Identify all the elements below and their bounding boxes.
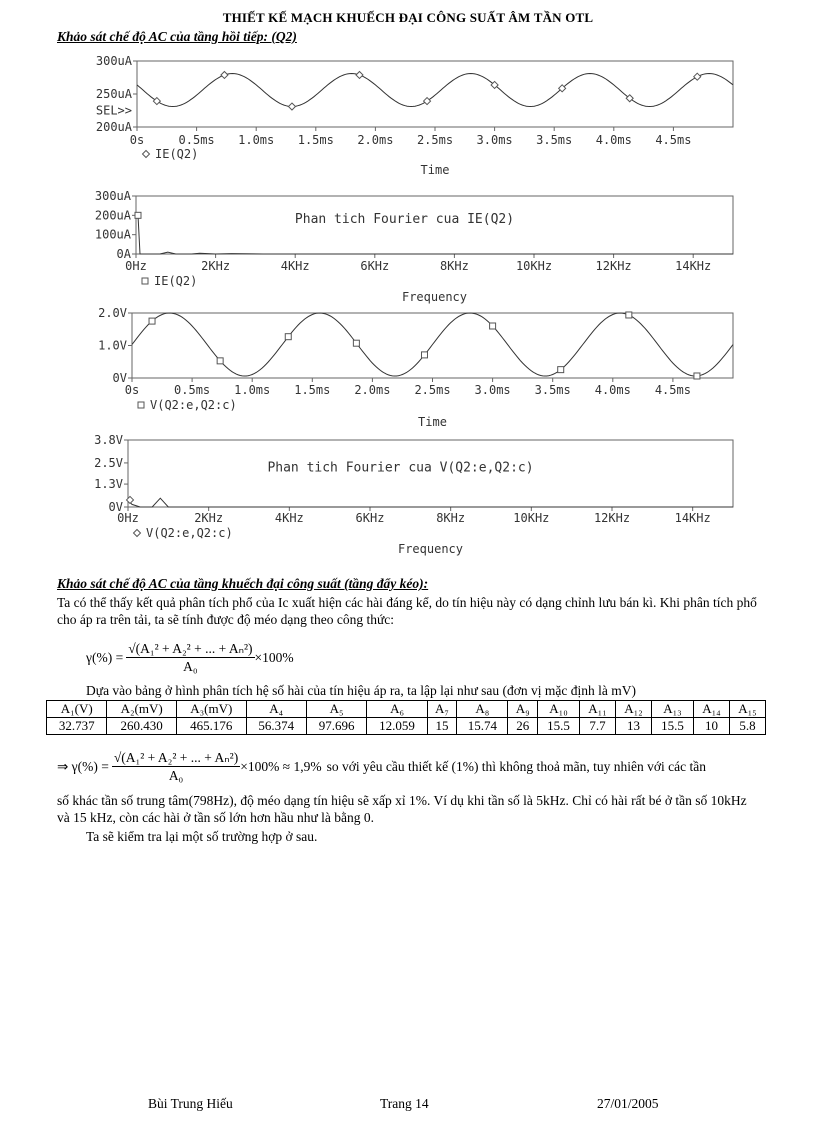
- y-tick-label: 0V: [112, 371, 127, 385]
- x-tick-label: 2KHz: [194, 511, 224, 525]
- explanation-paragraph: số khác tần số trung tâm(798Hz), độ méo dạng tín hiệu sẽ xấp xỉ 1%. Ví dụ khi tần số là 5kHz. Chỉ có hài rất bé ở tần số 10kHz và 15 kHz, còn các hài ở tần số lớn hơn hầu như là bằng 0.: [57, 793, 747, 825]
- table-header-cell: A₄: [246, 701, 306, 718]
- x-tick-label: 4KHz: [280, 259, 310, 273]
- plot-frame: [137, 61, 733, 127]
- table-cell: 465.176: [176, 718, 246, 735]
- table-header-cell: A₈: [457, 701, 508, 718]
- data-marker: [134, 530, 141, 537]
- table-header-cell: A₆: [367, 701, 427, 718]
- data-marker: [142, 278, 148, 284]
- data-marker: [694, 73, 701, 80]
- x-tick-label: 12KHz: [595, 259, 632, 273]
- result-numerator: √(A₁² + A₂² + ... + Aₙ²): [113, 749, 239, 765]
- data-marker: [424, 98, 431, 105]
- chart-4: [94, 433, 733, 556]
- x-tick-label: 0.5ms: [174, 383, 211, 397]
- section-heading-power-stage: Khảo sát chế độ AC của tầng khuếch đại công suất (tầng đẩy kéo):: [57, 576, 429, 591]
- data-marker: [288, 103, 295, 110]
- table-header-cell: A₁₃: [651, 701, 693, 718]
- data-marker: [135, 212, 141, 218]
- x-tick-label: 4.0ms: [594, 383, 631, 397]
- x-tick-label: 1.0ms: [234, 383, 271, 397]
- x-tick-label: 0s: [124, 383, 140, 397]
- data-marker: [217, 358, 223, 364]
- result-text: so với yêu cầu thiết kế (1%) thì không thoả mãn, tuy nhiên với các tần: [326, 758, 707, 774]
- x-tick-label: 3.5ms: [536, 133, 573, 147]
- y-tick-label: 250uA: [95, 87, 132, 101]
- x-tick-label: 12KHz: [593, 511, 631, 525]
- section-heading-feedback: Khảo sát chế độ AC của tầng hồi tiếp: (Q2): [57, 29, 297, 44]
- result-denominator: A₀: [168, 767, 184, 783]
- table-cell: 5.8: [729, 718, 765, 735]
- y-tick-label: 2.5V: [94, 455, 123, 470]
- chart-title: Phan tich Fourier cua IE(Q2): [294, 212, 515, 227]
- table-cell: 15.5: [651, 718, 693, 735]
- table-header-cell: A₁(V): [47, 701, 107, 718]
- x-tick-label: 3.5ms: [534, 383, 571, 397]
- distortion-result: [57, 742, 769, 790]
- table-cell: 12.059: [367, 718, 427, 735]
- y-tick-label: 0V: [108, 500, 123, 514]
- data-marker: [149, 318, 155, 324]
- x-tick-label: 0Hz: [125, 259, 147, 273]
- sel-label: SEL>>: [95, 103, 132, 118]
- table-header-cell: A₅: [306, 701, 366, 718]
- footer-author: Bùi Trung Hiếu: [148, 1096, 233, 1111]
- table-header-cell: A₃(mV): [176, 701, 246, 718]
- table-cell: 13: [616, 718, 652, 735]
- table-cell: 56.374: [246, 718, 306, 735]
- data-marker: [353, 340, 359, 346]
- formula-denominator: A₀: [183, 658, 198, 674]
- table-row: [47, 718, 766, 735]
- table-header-cell: A₁₁: [580, 701, 616, 718]
- table-cell: 15: [427, 718, 457, 735]
- formula-numerator: √(A₁² + A₂² + ... + Aₙ²): [128, 640, 253, 656]
- legend-label: V(Q2:e,Q2:c): [150, 398, 237, 412]
- closing-paragraph: Ta sẽ kiểm tra lại một số trường hợp ở sau.: [86, 829, 318, 844]
- legend-label: IE(Q2): [154, 274, 198, 288]
- series-line: [137, 74, 733, 107]
- data-marker: [153, 98, 160, 105]
- x-tick-label: 10KHz: [515, 259, 553, 273]
- x-tick-label: 14KHz: [674, 511, 711, 525]
- data-marker: [626, 312, 632, 318]
- table-cell: 7.7: [580, 718, 616, 735]
- x-tick-label: 0s: [129, 133, 145, 147]
- result-lhs: ⇒ γ(%) =: [57, 758, 109, 774]
- x-tick-label: 8KHz: [439, 259, 469, 273]
- data-marker: [490, 323, 496, 329]
- table-header-cell: A₉: [508, 701, 538, 718]
- intro-paragraph: Ta có thể thấy kết quả phân tích phổ của Ic xuất hiện các hài đáng kể, do tín hiệu này có dạng chỉnh lưu bán kì. Khi phân tích phổ cho áp ra trên tải, ta sẽ tính được độ méo dạng theo công thức:: [57, 595, 757, 627]
- table-header-cell: A₁₀: [538, 701, 580, 718]
- formula-lhs: γ(%) =: [86, 649, 124, 665]
- x-tick-label: 3.0ms: [476, 133, 513, 147]
- y-tick-label: 200uA: [94, 208, 131, 223]
- footer-date: 27/01/2005: [597, 1096, 659, 1111]
- y-tick-label: 0A: [116, 247, 131, 261]
- data-marker: [221, 71, 228, 78]
- table-cell: 260.430: [107, 718, 177, 735]
- x-tick-label: 4.5ms: [654, 383, 691, 397]
- data-marker: [143, 151, 150, 158]
- x-tick-label: 2KHz: [201, 259, 231, 273]
- x-tick-label: 10KHz: [513, 511, 550, 525]
- x-axis-label: Time: [418, 415, 447, 429]
- x-tick-label: 2.5ms: [416, 133, 454, 147]
- chart-2: [95, 189, 733, 304]
- x-tick-label: 0Hz: [117, 511, 139, 525]
- table-header-cell: A₁₅: [729, 701, 765, 718]
- y-tick-label: 1.3V: [94, 477, 123, 492]
- x-tick-label: 6KHz: [360, 259, 390, 273]
- harmonics-table: [46, 700, 766, 735]
- data-marker: [356, 71, 363, 78]
- x-tick-label: 14KHz: [675, 259, 712, 273]
- table-header-cell: A₁₂: [616, 701, 652, 718]
- x-axis-label: Frequency: [401, 290, 468, 304]
- table-header-cell: A₇: [427, 701, 457, 718]
- table-cell: 15.74: [457, 718, 508, 735]
- y-tick-label: 100uA: [94, 227, 131, 242]
- x-tick-label: 4.5ms: [655, 133, 692, 147]
- x-tick-label: 2.0ms: [357, 133, 394, 147]
- data-marker: [694, 373, 700, 379]
- distortion-formula: [86, 636, 294, 678]
- data-marker: [421, 352, 427, 358]
- legend-label: V(Q2:e,Q2:c): [146, 526, 233, 540]
- x-tick-label: 2.0ms: [354, 383, 391, 397]
- footer-page: Trang 14: [380, 1096, 429, 1111]
- y-tick-label: 2.0V: [98, 306, 127, 320]
- table-header-row: [47, 701, 766, 718]
- legend-label: IE(Q2): [155, 147, 199, 161]
- table-cell: 15.5: [538, 718, 580, 735]
- chart-title: Phan tich Fourier cua V(Q2:e,Q2:c): [267, 460, 534, 476]
- y-tick-label: 3.8V: [94, 433, 123, 447]
- table-intro: Dựa vào bảng ở hình phân tích hệ số hài của tín hiệu áp ra, ta lập lại như sau (đơn vị mặc định là mV): [86, 683, 637, 698]
- data-marker: [558, 367, 564, 373]
- x-tick-label: 8KHz: [436, 511, 466, 525]
- x-tick-label: 6KHz: [355, 511, 385, 525]
- x-tick-label: 3.0ms: [474, 383, 511, 397]
- formula-rhs: ×100%: [254, 649, 294, 665]
- y-tick-label: 300uA: [94, 189, 131, 203]
- data-marker: [285, 334, 291, 340]
- x-tick-label: 2.5ms: [414, 383, 451, 397]
- plot-frame: [132, 313, 733, 378]
- result-rhs: ×100% ≈ 1,9%: [240, 758, 322, 774]
- x-tick-label: 1.5ms: [297, 133, 334, 147]
- series-line: [128, 498, 733, 507]
- page-title: THIẾT KẾ MẠCH KHUẾCH ĐẠI CÔNG SUẤT ÂM TẦN OTL: [222, 10, 594, 25]
- x-tick-label: 1.5ms: [294, 383, 331, 397]
- table-header-cell: A₂(mV): [107, 701, 177, 718]
- y-tick-label: 1.0V: [98, 338, 127, 353]
- x-axis-label: Frequency: [397, 542, 464, 556]
- y-tick-label: 200uA: [95, 120, 132, 134]
- table-header-cell: A₁₄: [693, 701, 729, 718]
- x-axis-label: Time: [420, 163, 450, 177]
- x-tick-label: 4KHz: [274, 511, 304, 525]
- x-tick-label: 1.0ms: [238, 133, 275, 147]
- table-cell: 10: [693, 718, 729, 735]
- series-line: [132, 313, 733, 376]
- x-tick-label: 0.5ms: [178, 133, 215, 147]
- chart-1: [96, 54, 733, 177]
- table-cell: 97.696: [306, 718, 366, 735]
- chart-3: [98, 306, 733, 429]
- table-cell: 32.737: [47, 718, 107, 735]
- data-marker: [138, 402, 144, 408]
- y-tick-label: 300uA: [95, 54, 132, 68]
- x-tick-label: 4.0ms: [595, 133, 632, 147]
- table-cell: 26: [508, 718, 538, 735]
